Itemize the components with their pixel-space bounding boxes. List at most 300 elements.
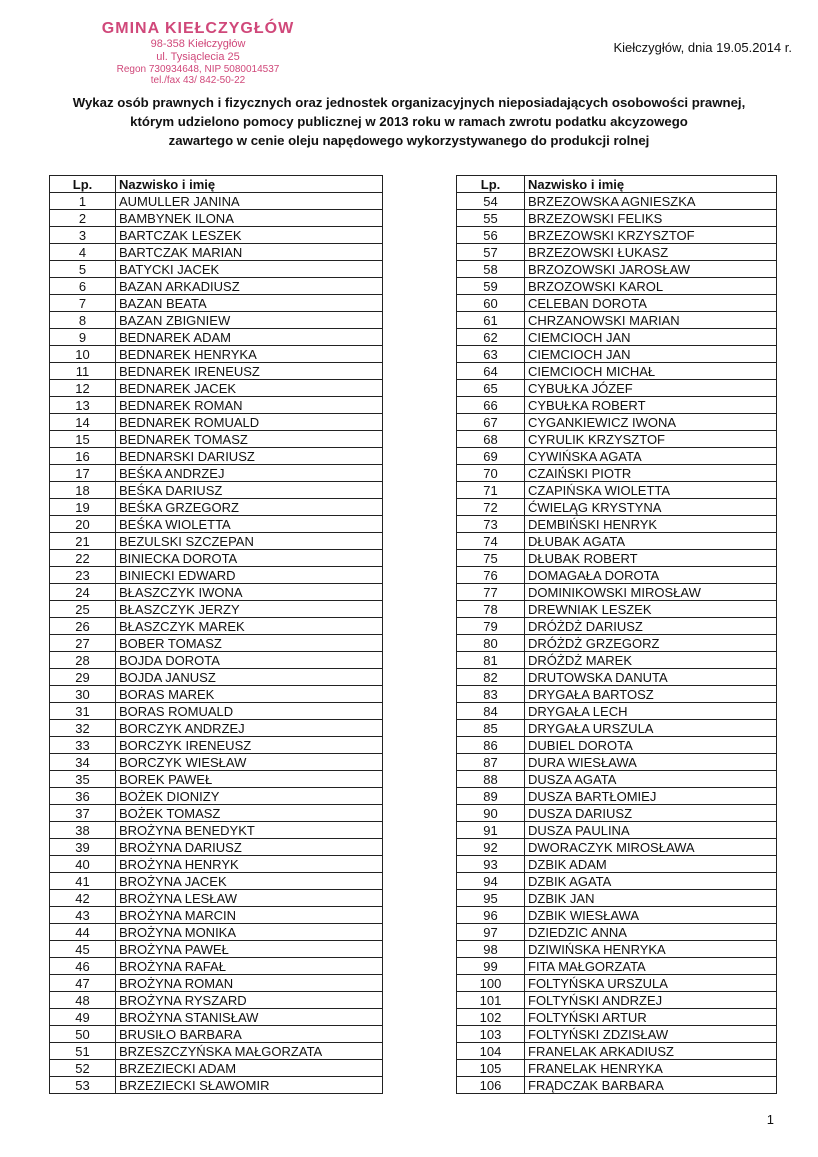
table-row bbox=[457, 1060, 777, 1077]
row-number: 40 bbox=[50, 856, 116, 873]
row-name: BAMBYNEK ILONA bbox=[116, 210, 383, 227]
row-number: 31 bbox=[50, 703, 116, 720]
row-name: DOMAGAŁA DOROTA bbox=[525, 567, 777, 584]
row-name: BROŻYNA DARIUSZ bbox=[116, 839, 383, 856]
row-number: 62 bbox=[457, 329, 525, 346]
table-row bbox=[50, 295, 383, 312]
row-name: BINIECKA DOROTA bbox=[116, 550, 383, 567]
row-number: 38 bbox=[50, 822, 116, 839]
row-name: BEDNAREK JACEK bbox=[116, 380, 383, 397]
row-number: 7 bbox=[50, 295, 116, 312]
row-name: BROŻYNA RAFAŁ bbox=[116, 958, 383, 975]
table-row bbox=[50, 907, 383, 924]
row-number: 41 bbox=[50, 873, 116, 890]
row-name: CYRULIK KRZYSZTOF bbox=[525, 431, 777, 448]
row-number: 101 bbox=[457, 992, 525, 1009]
row-name: BOBER TOMASZ bbox=[116, 635, 383, 652]
row-name: DOMINIKOWSKI MIROSŁAW bbox=[525, 584, 777, 601]
row-name: FOLTYŃSKI ZDZISŁAW bbox=[525, 1026, 777, 1043]
table-row bbox=[457, 516, 777, 533]
table-row bbox=[457, 1026, 777, 1043]
row-name: DZBIK JAN bbox=[525, 890, 777, 907]
row-number: 97 bbox=[457, 924, 525, 941]
row-number: 11 bbox=[50, 363, 116, 380]
row-name: BEDNAREK ROMUALD bbox=[116, 414, 383, 431]
row-number: 72 bbox=[457, 499, 525, 516]
row-number: 43 bbox=[50, 907, 116, 924]
row-name: CYWIŃSKA AGATA bbox=[525, 448, 777, 465]
table-row bbox=[457, 975, 777, 992]
row-number: 53 bbox=[50, 1077, 116, 1094]
table-row bbox=[50, 533, 383, 550]
row-number: 80 bbox=[457, 635, 525, 652]
table-row bbox=[50, 244, 383, 261]
table-row bbox=[457, 329, 777, 346]
row-name: DRYGAŁA LECH bbox=[525, 703, 777, 720]
table-row bbox=[457, 431, 777, 448]
row-number: 9 bbox=[50, 329, 116, 346]
row-number: 19 bbox=[50, 499, 116, 516]
row-number: 88 bbox=[457, 771, 525, 788]
table-row bbox=[457, 261, 777, 278]
table-row bbox=[50, 227, 383, 244]
table-row bbox=[50, 448, 383, 465]
row-name: BOJDA JANUSZ bbox=[116, 669, 383, 686]
row-number: 92 bbox=[457, 839, 525, 856]
row-number: 10 bbox=[50, 346, 116, 363]
row-name: DRÓŻDŻ DARIUSZ bbox=[525, 618, 777, 635]
table-row bbox=[50, 924, 383, 941]
row-number: 58 bbox=[457, 261, 525, 278]
row-number: 21 bbox=[50, 533, 116, 550]
row-number: 46 bbox=[50, 958, 116, 975]
row-name: DUSZA BARTŁOMIEJ bbox=[525, 788, 777, 805]
row-number: 26 bbox=[50, 618, 116, 635]
row-number: 69 bbox=[457, 448, 525, 465]
row-name: BEDNARSKI DARIUSZ bbox=[116, 448, 383, 465]
row-number: 20 bbox=[50, 516, 116, 533]
title-line: Wykaz osób prawnych i fizycznych oraz jednostek organizacyjnych nieposiadających osobowości prawnej, bbox=[72, 95, 746, 110]
table-row bbox=[50, 788, 383, 805]
table-row bbox=[50, 329, 383, 346]
row-name: BEŚKA ANDRZEJ bbox=[116, 465, 383, 482]
row-name: BROŻYNA MONIKA bbox=[116, 924, 383, 941]
row-name: BROŻYNA RYSZARD bbox=[116, 992, 383, 1009]
table-row bbox=[457, 601, 777, 618]
table-row bbox=[50, 601, 383, 618]
row-name: CHRZANOWSKI MARIAN bbox=[525, 312, 777, 329]
row-name: BORCZYK IRENEUSZ bbox=[116, 737, 383, 754]
row-number: 98 bbox=[457, 941, 525, 958]
row-number: 47 bbox=[50, 975, 116, 992]
row-name: BORCZYK WIESŁAW bbox=[116, 754, 383, 771]
table-row bbox=[50, 839, 383, 856]
row-name: BRZOZOWSKI JAROSŁAW bbox=[525, 261, 777, 278]
row-number: 64 bbox=[457, 363, 525, 380]
row-number: 35 bbox=[50, 771, 116, 788]
table-row bbox=[457, 380, 777, 397]
row-number: 52 bbox=[50, 1060, 116, 1077]
row-number: 5 bbox=[50, 261, 116, 278]
row-number: 1 bbox=[50, 193, 116, 210]
table-row bbox=[457, 397, 777, 414]
table-row bbox=[50, 193, 383, 210]
page-number: 1 bbox=[766, 1112, 774, 1127]
row-number: 12 bbox=[50, 380, 116, 397]
header-number: Lp. bbox=[457, 176, 525, 193]
row-name: FOLTYŃSKA URSZULA bbox=[525, 975, 777, 992]
row-number: 83 bbox=[457, 686, 525, 703]
table-row bbox=[50, 771, 383, 788]
row-name: DRUTOWSKA DANUTA bbox=[525, 669, 777, 686]
table-row bbox=[457, 703, 777, 720]
row-name: BOŻEK TOMASZ bbox=[116, 805, 383, 822]
row-name: DUBIEL DOROTA bbox=[525, 737, 777, 754]
table-row bbox=[50, 550, 383, 567]
row-number: 51 bbox=[50, 1043, 116, 1060]
row-name: BEDNAREK TOMASZ bbox=[116, 431, 383, 448]
row-name: DUSZA DARIUSZ bbox=[525, 805, 777, 822]
row-name: BINIECKI EDWARD bbox=[116, 567, 383, 584]
row-name: BOREK PAWEŁ bbox=[116, 771, 383, 788]
table-row bbox=[457, 924, 777, 941]
header-name: Nazwisko i imię bbox=[525, 176, 777, 193]
table-row bbox=[457, 550, 777, 567]
row-number: 84 bbox=[457, 703, 525, 720]
row-name: DRÓŻDŻ GRZEGORZ bbox=[525, 635, 777, 652]
row-number: 76 bbox=[457, 567, 525, 584]
row-number: 59 bbox=[457, 278, 525, 295]
row-name: FRANELAK ARKADIUSZ bbox=[525, 1043, 777, 1060]
row-number: 104 bbox=[457, 1043, 525, 1060]
table-row bbox=[50, 873, 383, 890]
table-row bbox=[457, 839, 777, 856]
row-name: BEZULSKI SZCZEPAN bbox=[116, 533, 383, 550]
row-name: BROŻYNA BENEDYKT bbox=[116, 822, 383, 839]
table-row bbox=[457, 1043, 777, 1060]
row-name: BŁASZCZYK JERZY bbox=[116, 601, 383, 618]
row-number: 25 bbox=[50, 601, 116, 618]
table-row bbox=[50, 261, 383, 278]
table-row bbox=[457, 737, 777, 754]
table-row bbox=[457, 295, 777, 312]
table-row bbox=[50, 482, 383, 499]
beneficiary-table-right bbox=[456, 175, 777, 1094]
row-number: 86 bbox=[457, 737, 525, 754]
row-number: 28 bbox=[50, 652, 116, 669]
row-number: 56 bbox=[457, 227, 525, 244]
row-number: 75 bbox=[457, 550, 525, 567]
row-name: DZBIK ADAM bbox=[525, 856, 777, 873]
row-number: 63 bbox=[457, 346, 525, 363]
row-number: 105 bbox=[457, 1060, 525, 1077]
table-row bbox=[50, 363, 383, 380]
row-number: 39 bbox=[50, 839, 116, 856]
row-name: BROŻYNA HENRYK bbox=[116, 856, 383, 873]
title-line: którym udzielono pomocy publicznej w 2013 roku w ramach zwrotu podatku akcyzowego bbox=[130, 114, 688, 129]
row-name: DRYGAŁA URSZULA bbox=[525, 720, 777, 737]
row-name: DŁUBAK ROBERT bbox=[525, 550, 777, 567]
row-number: 34 bbox=[50, 754, 116, 771]
table-row bbox=[50, 499, 383, 516]
row-name: BRZEZOWSKI KRZYSZTOF bbox=[525, 227, 777, 244]
table-row bbox=[50, 1026, 383, 1043]
table-row bbox=[50, 210, 383, 227]
row-number: 18 bbox=[50, 482, 116, 499]
table-row bbox=[457, 584, 777, 601]
table-row bbox=[50, 890, 383, 907]
row-name: BOŻEK DIONIZY bbox=[116, 788, 383, 805]
table-row bbox=[457, 1009, 777, 1026]
row-name: DWORACZYK MIROSŁAWA bbox=[525, 839, 777, 856]
table-row bbox=[50, 312, 383, 329]
stamp-postal: 98-358 Kiełczygłów bbox=[150, 38, 246, 51]
row-name: BORAS ROMUALD bbox=[116, 703, 383, 720]
table-row bbox=[50, 567, 383, 584]
row-number: 54 bbox=[457, 193, 525, 210]
row-name: CYGANKIEWICZ IWONA bbox=[525, 414, 777, 431]
table-row bbox=[457, 1077, 777, 1094]
table-row bbox=[50, 754, 383, 771]
row-name: CYBUŁKA ROBERT bbox=[525, 397, 777, 414]
row-name: DURA WIESŁAWA bbox=[525, 754, 777, 771]
table-row bbox=[50, 737, 383, 754]
row-number: 90 bbox=[457, 805, 525, 822]
table-row bbox=[50, 856, 383, 873]
row-number: 60 bbox=[457, 295, 525, 312]
row-number: 45 bbox=[50, 941, 116, 958]
row-name: AUMULLER JANINA bbox=[116, 193, 383, 210]
row-name: CYBUŁKA JÓZEF bbox=[525, 380, 777, 397]
row-number: 36 bbox=[50, 788, 116, 805]
table-row bbox=[457, 227, 777, 244]
row-number: 93 bbox=[457, 856, 525, 873]
row-name: BŁASZCZYK IWONA bbox=[116, 584, 383, 601]
row-number: 102 bbox=[457, 1009, 525, 1026]
row-number: 106 bbox=[457, 1077, 525, 1094]
row-name: BEDNAREK HENRYKA bbox=[116, 346, 383, 363]
table-row bbox=[457, 805, 777, 822]
table-row bbox=[457, 822, 777, 839]
document-date: Kiełczygłów, dnia 19.05.2014 r. bbox=[613, 40, 792, 55]
row-name: BAZAN ARKADIUSZ bbox=[116, 278, 383, 295]
table-row bbox=[457, 244, 777, 261]
table-row bbox=[50, 992, 383, 1009]
table-row bbox=[457, 210, 777, 227]
row-name: BATYCKI JACEK bbox=[116, 261, 383, 278]
row-name: BEŚKA WIOLETTA bbox=[116, 516, 383, 533]
row-number: 61 bbox=[457, 312, 525, 329]
table-row bbox=[50, 1077, 383, 1094]
row-number: 70 bbox=[457, 465, 525, 482]
row-number: 55 bbox=[457, 210, 525, 227]
table-row bbox=[457, 992, 777, 1009]
row-name: BROŻYNA STANISŁAW bbox=[116, 1009, 383, 1026]
table-row bbox=[457, 312, 777, 329]
row-number: 3 bbox=[50, 227, 116, 244]
header-number: Lp. bbox=[50, 176, 116, 193]
row-name: DUSZA PAULINA bbox=[525, 822, 777, 839]
row-number: 4 bbox=[50, 244, 116, 261]
row-name: CZAIŃSKI PIOTR bbox=[525, 465, 777, 482]
row-number: 6 bbox=[50, 278, 116, 295]
row-name: BRZEZIECKI ADAM bbox=[116, 1060, 383, 1077]
table-row bbox=[50, 720, 383, 737]
row-number: 82 bbox=[457, 669, 525, 686]
row-name: BROŻYNA ROMAN bbox=[116, 975, 383, 992]
row-number: 71 bbox=[457, 482, 525, 499]
row-name: BRUSIŁO BARBARA bbox=[116, 1026, 383, 1043]
row-number: 87 bbox=[457, 754, 525, 771]
table-row bbox=[50, 941, 383, 958]
row-name: BAZAN BEATA bbox=[116, 295, 383, 312]
row-number: 78 bbox=[457, 601, 525, 618]
row-number: 66 bbox=[457, 397, 525, 414]
row-name: DRÓŻDŻ MAREK bbox=[525, 652, 777, 669]
row-name: BARTCZAK LESZEK bbox=[116, 227, 383, 244]
row-name: FRANELAK HENRYKA bbox=[525, 1060, 777, 1077]
row-number: 49 bbox=[50, 1009, 116, 1026]
table-row bbox=[50, 958, 383, 975]
row-name: BRZOZOWSKI KAROL bbox=[525, 278, 777, 295]
row-name: DZBIK AGATA bbox=[525, 873, 777, 890]
table-row bbox=[457, 346, 777, 363]
row-number: 65 bbox=[457, 380, 525, 397]
row-name: BARTCZAK MARIAN bbox=[116, 244, 383, 261]
table-row bbox=[50, 652, 383, 669]
row-number: 50 bbox=[50, 1026, 116, 1043]
table-row bbox=[457, 754, 777, 771]
table-row bbox=[50, 686, 383, 703]
table-row bbox=[50, 346, 383, 363]
table-row bbox=[457, 890, 777, 907]
table-row bbox=[50, 380, 383, 397]
row-name: BRZEZIECKI SŁAWOMIR bbox=[116, 1077, 383, 1094]
row-name: BEDNAREK ROMAN bbox=[116, 397, 383, 414]
table-row bbox=[50, 397, 383, 414]
row-number: 2 bbox=[50, 210, 116, 227]
row-number: 95 bbox=[457, 890, 525, 907]
table-row bbox=[457, 499, 777, 516]
table-header-row bbox=[457, 176, 777, 193]
table-row bbox=[457, 465, 777, 482]
row-name: BEDNAREK ADAM bbox=[116, 329, 383, 346]
table-header-row bbox=[50, 176, 383, 193]
row-name: BRZESZCZYŃSKA MAŁGORZATA bbox=[116, 1043, 383, 1060]
row-number: 48 bbox=[50, 992, 116, 1009]
row-number: 79 bbox=[457, 618, 525, 635]
row-number: 89 bbox=[457, 788, 525, 805]
row-name: BROŻYNA LESŁAW bbox=[116, 890, 383, 907]
row-name: BROŻYNA PAWEŁ bbox=[116, 941, 383, 958]
row-name: DREWNIAK LESZEK bbox=[525, 601, 777, 618]
table-row bbox=[457, 941, 777, 958]
table-row bbox=[50, 1009, 383, 1026]
table-row bbox=[50, 414, 383, 431]
row-number: 81 bbox=[457, 652, 525, 669]
row-number: 68 bbox=[457, 431, 525, 448]
row-name: DŁUBAK AGATA bbox=[525, 533, 777, 550]
row-name: BORAS MAREK bbox=[116, 686, 383, 703]
table-row bbox=[457, 669, 777, 686]
row-number: 42 bbox=[50, 890, 116, 907]
row-number: 22 bbox=[50, 550, 116, 567]
row-name: BŁASZCZYK MAREK bbox=[116, 618, 383, 635]
table-row bbox=[50, 1060, 383, 1077]
table-row bbox=[50, 703, 383, 720]
row-number: 85 bbox=[457, 720, 525, 737]
row-number: 77 bbox=[457, 584, 525, 601]
row-name: CIEMCIOCH JAN bbox=[525, 346, 777, 363]
table-row bbox=[457, 873, 777, 890]
row-name: CZAPIŃSKA WIOLETTA bbox=[525, 482, 777, 499]
table-row bbox=[457, 720, 777, 737]
row-number: 57 bbox=[457, 244, 525, 261]
row-name: BOJDA DOROTA bbox=[116, 652, 383, 669]
row-name: DUSZA AGATA bbox=[525, 771, 777, 788]
row-number: 103 bbox=[457, 1026, 525, 1043]
table-row bbox=[457, 363, 777, 380]
row-name: DEMBIŃSKI HENRYK bbox=[525, 516, 777, 533]
table-row bbox=[457, 652, 777, 669]
row-number: 73 bbox=[457, 516, 525, 533]
row-name: BRZEZOWSKI ŁUKASZ bbox=[525, 244, 777, 261]
table-row bbox=[50, 516, 383, 533]
row-number: 17 bbox=[50, 465, 116, 482]
row-name: BROŻYNA MARCIN bbox=[116, 907, 383, 924]
title-line: zawartego w cenie oleju napędowego wykorzystywanego do produkcji rolnej bbox=[168, 133, 650, 148]
row-number: 74 bbox=[457, 533, 525, 550]
table-row bbox=[457, 414, 777, 431]
table-row bbox=[50, 584, 383, 601]
table-row bbox=[457, 618, 777, 635]
row-number: 99 bbox=[457, 958, 525, 975]
row-number: 16 bbox=[50, 448, 116, 465]
table-row bbox=[457, 635, 777, 652]
table-row bbox=[50, 431, 383, 448]
table-row bbox=[457, 856, 777, 873]
row-number: 13 bbox=[50, 397, 116, 414]
row-number: 94 bbox=[457, 873, 525, 890]
document-title bbox=[24, 93, 794, 150]
row-name: FOLTYŃSKI ANDRZEJ bbox=[525, 992, 777, 1009]
row-name: FRĄDCZAK BARBARA bbox=[525, 1077, 777, 1094]
row-name: FITA MAŁGORZATA bbox=[525, 958, 777, 975]
row-name: CIEMCIOCH MICHAŁ bbox=[525, 363, 777, 380]
row-number: 32 bbox=[50, 720, 116, 737]
row-number: 44 bbox=[50, 924, 116, 941]
row-number: 33 bbox=[50, 737, 116, 754]
stamp-phone: tel./fax 43/ 842-50-22 bbox=[150, 75, 246, 87]
table-row bbox=[457, 533, 777, 550]
row-number: 100 bbox=[457, 975, 525, 992]
row-number: 91 bbox=[457, 822, 525, 839]
row-number: 29 bbox=[50, 669, 116, 686]
row-number: 37 bbox=[50, 805, 116, 822]
row-name: BRZEZOWSKA AGNIESZKA bbox=[525, 193, 777, 210]
row-number: 15 bbox=[50, 431, 116, 448]
row-number: 23 bbox=[50, 567, 116, 584]
row-number: 27 bbox=[50, 635, 116, 652]
table-row bbox=[50, 465, 383, 482]
row-number: 96 bbox=[457, 907, 525, 924]
table-row bbox=[457, 448, 777, 465]
row-name: CELEBAN DOROTA bbox=[525, 295, 777, 312]
stamp-name: GMINA KIEŁCZYGŁÓW bbox=[101, 20, 295, 37]
table-row bbox=[50, 822, 383, 839]
table-row bbox=[457, 788, 777, 805]
row-name: BEŚKA DARIUSZ bbox=[116, 482, 383, 499]
